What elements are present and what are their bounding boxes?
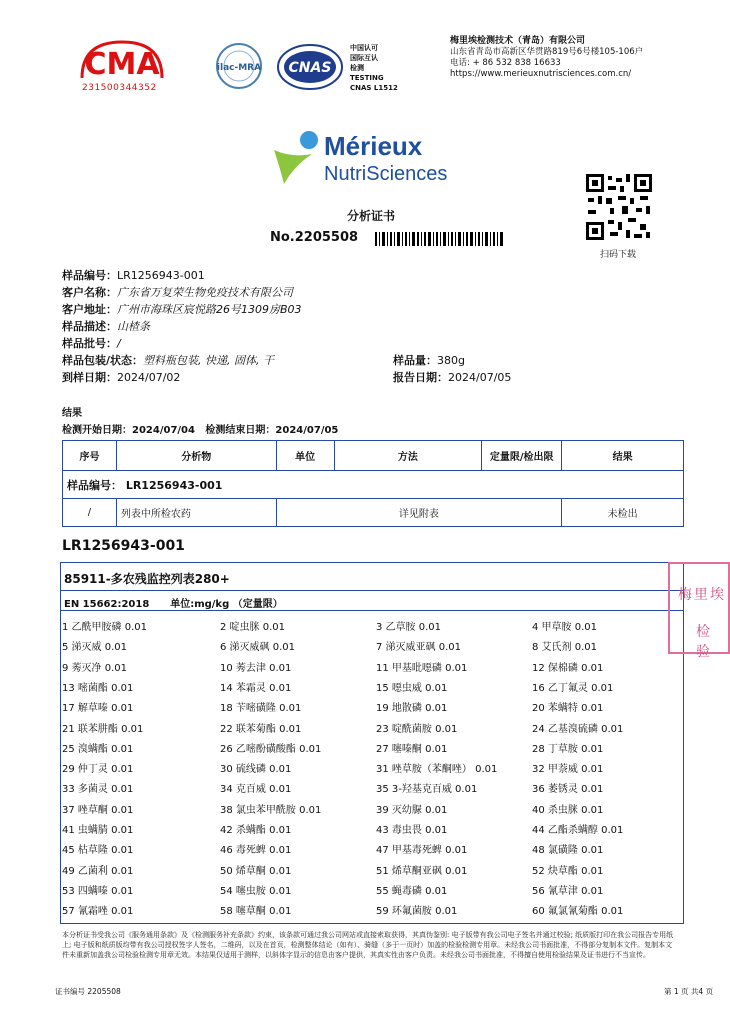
table-sample-row	[63, 471, 684, 499]
unit: 单位:mg/kg （定量限）	[170, 599, 283, 610]
list-item: 8 艾氏剂 0.01	[532, 642, 597, 654]
value: 广东省万复荣生物免疫技术有限公司	[117, 286, 293, 299]
value: 2024/07/02	[117, 371, 181, 384]
list-item: 26 乙嘧酚磺酸酯 0.01	[220, 743, 322, 755]
label: 样品编号：	[62, 269, 117, 282]
label: 到样日期：	[62, 371, 117, 384]
list-item: 15 噁虫威 0.01	[376, 682, 448, 694]
label: 客户地址：	[62, 303, 117, 316]
list-item: 14 苯霜灵 0.01	[220, 682, 292, 694]
value: 山楂条	[117, 320, 150, 333]
list-item: 40 杀虫脒 0.01	[532, 804, 604, 816]
list-item: 31 唑草胺（苯酮唑） 0.01	[376, 764, 498, 776]
label: 样品量：	[393, 354, 437, 367]
table-row	[63, 499, 684, 527]
label: 样品包装/状态：	[62, 354, 144, 367]
list-item: 12 保棉磷 0.01	[532, 662, 604, 674]
list-item: 56 氰草津 0.01	[532, 885, 604, 897]
stamp-line2: 检验	[696, 624, 716, 660]
list-item: 11 甲基吡噁磷 0.01	[376, 662, 468, 674]
cnas-logo	[276, 42, 344, 92]
list-item: 30 硫线磷 0.01	[220, 764, 292, 776]
merieux-logo	[272, 128, 462, 186]
info-arrival	[62, 370, 180, 386]
list-item: 50 烯草酮 0.01	[220, 865, 292, 877]
label: 样品批号：	[62, 337, 117, 350]
list-item: 29 仲丁灵 0.01	[62, 764, 134, 776]
cnas-mark: CNAS	[288, 60, 332, 76]
results-table	[62, 440, 684, 527]
list-item: 42 杀螨酯 0.01	[220, 825, 292, 836]
list-item: 5 涕灭威 0.01	[62, 642, 127, 654]
results-label: 结果	[62, 408, 82, 419]
list-item: 3 乙草胺 0.01	[376, 622, 441, 633]
cma-mark: CMA	[84, 47, 160, 82]
info-package	[62, 353, 274, 369]
col-header: 单位	[276, 441, 334, 471]
list-row	[62, 638, 682, 658]
value: 2024/07/05	[448, 371, 512, 384]
footnote: 本分析证书受我公司《服务通用条款》及《检测服务补充条款》约束，该条款可通过我公司网站或直接索取获得，其真伪鉴别: 电子版带有我公司电子签名并通过校验; 纸质版打印在我公司报告专用纸上; 电子版和纸质版均带有我公司授权签字人签名，二维码，以及在首页，检测整体结论（如有）、骑缝（多于一页时）加盖的检验检测专用章。未经我公司书面批准，不得部分复制本文件。复制本文件未重新加盖我公司检验检测专用章无效。本结果仅适用于测样，以斜体字显示的信息由客户提供，其真实性由客户负责。未经我公司书面批准，不得擅自使用检验结果及证书进行不当宣传。	[62, 931, 674, 959]
col-header: 定量限/检出限	[482, 441, 562, 471]
logo-line2: NutriSciences	[324, 163, 448, 185]
qr-code[interactable]	[584, 172, 654, 242]
list-standard-unit	[64, 595, 283, 610]
list-item: 41 虫螨腈 0.01	[62, 825, 134, 836]
list-item: 16 乙丁氟灵 0.01	[532, 682, 614, 694]
list-item: 36 萎锈灵 0.01	[532, 784, 604, 796]
list-item: 19 地散磷 0.01	[376, 703, 448, 715]
company-phone: 电话: + 86 532 838 16633	[450, 58, 561, 68]
cell-result: 未检出	[562, 499, 684, 527]
label: 客户名称：	[62, 286, 117, 299]
list-row	[62, 821, 682, 841]
cell-seq: /	[63, 499, 117, 527]
list-item: 38 氯虫苯甲酰胺 0.01	[220, 804, 322, 816]
list-item: 6 涕灭威砜 0.01	[220, 642, 295, 654]
value: 广州市海珠区宸悦路26号1309房B03	[117, 303, 302, 316]
cnas-line: 检测	[350, 64, 364, 72]
info-sample-no	[62, 268, 205, 284]
list-item: 25 溴螨酯 0.01	[62, 743, 134, 755]
list-item: 59 环氟菌胺 0.01	[376, 906, 458, 918]
list-item: 4 甲草胺 0.01	[532, 622, 597, 633]
list-row	[62, 618, 682, 638]
list-item: 28 丁草胺 0.01	[532, 743, 604, 755]
document-title: 分析证书	[347, 209, 396, 223]
list-item: 2 啶虫脒 0.01	[220, 622, 285, 633]
test-dates	[62, 421, 338, 436]
cell-method: 详见附表	[276, 499, 562, 527]
list-item: 46 毒死蜱 0.01	[220, 845, 292, 857]
company-name: 梅里埃检测技术（青岛）有限公司	[450, 36, 586, 46]
list-item: 43 毒虫畏 0.01	[376, 825, 448, 836]
ilac-mra-logo	[210, 42, 268, 94]
col-header: 分析物	[116, 441, 276, 471]
col-header: 方法	[334, 441, 482, 471]
list-title: 85911-多农残监控列表280+	[64, 572, 230, 586]
list-item: 55 蝇毒磷 0.01	[376, 885, 448, 897]
list-row	[62, 801, 682, 821]
cnas-line: 中国认可	[350, 44, 378, 52]
company-info	[450, 36, 643, 80]
company-address: 山东省青岛市高新区华贯路819号6号楼105-106户	[450, 47, 644, 57]
divider	[60, 610, 684, 611]
start-date: 2024/07/04	[132, 425, 195, 436]
list-item: 47 甲基毒死蜱 0.01	[376, 845, 468, 857]
list-item: 58 噻草酮 0.01	[220, 906, 292, 918]
list-item: 33 多菌灵 0.01	[62, 784, 134, 796]
list-item: 35 3-羟基克百威 0.01	[376, 784, 478, 796]
label: 报告日期：	[393, 371, 448, 384]
list-row	[62, 862, 682, 882]
divider	[60, 590, 684, 591]
cnas-line: 国际互认	[350, 54, 378, 62]
sample-row-label: 样品编号： LR1256943-001	[63, 471, 684, 499]
list-row	[62, 882, 682, 902]
value: 380g	[437, 354, 465, 367]
list-item: 57 氰霜唑 0.01	[62, 906, 134, 918]
footer-page-number: 第 1 页 共4 页	[664, 987, 714, 996]
list-item: 60 氟氯氰菊酯 0.01	[532, 906, 624, 918]
info-quantity	[393, 353, 465, 369]
list-item: 18 苄嘧磺隆 0.01	[220, 703, 302, 715]
list-item: 54 噻虫胺 0.01	[220, 885, 292, 897]
cnas-line: CNAS L1512	[350, 84, 398, 92]
cnas-accreditation-text	[350, 43, 398, 93]
footer-cert-number: 证书编号 2205508	[55, 987, 121, 996]
start-label: 检测开始日期：	[62, 425, 132, 436]
list-item: 48 氯磺隆 0.01	[532, 845, 604, 857]
list-item: 24 乙基溴硫磷 0.01	[532, 723, 624, 735]
list-row	[62, 659, 682, 679]
col-header: 序号	[63, 441, 117, 471]
cell-analyte: 列表中所检农药	[116, 499, 276, 527]
info-client	[62, 285, 293, 301]
list-item: 9 莠灭净 0.01	[62, 662, 127, 674]
list-item: 20 苯螨特 0.01	[532, 703, 604, 715]
info-batch	[62, 336, 121, 352]
value: /	[117, 337, 121, 350]
info-address	[62, 302, 302, 318]
list-item: 53 四螨嗪 0.01	[62, 885, 134, 897]
list-row	[62, 841, 682, 861]
list-item: 37 唑草酮 0.01	[62, 804, 134, 816]
list-item: 44 乙酯杀螨醇 0.01	[532, 825, 624, 836]
list-item: 52 炔草酯 0.01	[532, 865, 604, 877]
list-item: 1 乙酰甲胺磷 0.01	[62, 622, 147, 633]
list-item: 21 联苯肼酯 0.01	[62, 723, 144, 735]
document-number: No.2205508	[270, 230, 359, 245]
list-item: 27 噻嗪酮 0.01	[376, 743, 448, 755]
list-item: 45 枯草隆 0.01	[62, 845, 134, 857]
list-row	[62, 760, 682, 780]
cnas-line: TESTING	[350, 74, 384, 82]
list-item: 32 甲萘威 0.01	[532, 764, 604, 776]
list-item: 49 乙菌利 0.01	[62, 865, 134, 877]
end-label: 检测结束日期：	[205, 425, 276, 436]
barcode	[375, 232, 505, 246]
table-header-row	[63, 441, 684, 471]
list-sample-number: LR1256943-001	[62, 538, 185, 554]
company-website[interactable]: https://www.merieuxnutrisciences.com.cn/	[450, 69, 632, 79]
stamp-line1: 梅里埃	[678, 587, 726, 603]
info-description	[62, 319, 150, 335]
list-row	[62, 679, 682, 699]
list-item: 34 克百威 0.01	[220, 784, 292, 796]
info-report-date	[393, 370, 511, 386]
label: 样品描述：	[62, 320, 117, 333]
ilac-label: ilac-MRA	[216, 63, 262, 73]
end-date: 2024/07/05	[275, 425, 339, 436]
logo-line1: Mérieux	[324, 131, 423, 161]
list-item: 10 莠去津 0.01	[220, 662, 292, 674]
cma-number: 231500344352	[82, 83, 157, 93]
qr-label: 扫码下载	[600, 250, 637, 260]
list-item: 51 烯草酮亚砜 0.01	[376, 865, 468, 877]
standard: EN 15662:2018	[64, 599, 150, 610]
list-item: 22 联苯菊酯 0.01	[220, 723, 302, 735]
list-item: 23 啶酰菌胺 0.01	[376, 723, 458, 735]
list-row	[62, 740, 682, 760]
list-row	[62, 902, 682, 922]
col-header: 结果	[562, 441, 684, 471]
value: 塑料瓶包装, 快递, 固体, 干	[143, 354, 275, 367]
list-row	[62, 699, 682, 719]
list-item: 17 解草嗪 0.01	[62, 703, 134, 715]
list-row	[62, 780, 682, 800]
list-item: 13 嘧菌酯 0.01	[62, 682, 134, 694]
list-item: 7 涕灭威亚砜 0.01	[376, 642, 461, 654]
list-row	[62, 720, 682, 740]
list-item: 39 灭幼脲 0.01	[376, 804, 448, 816]
value: LR1256943-001	[117, 269, 205, 282]
